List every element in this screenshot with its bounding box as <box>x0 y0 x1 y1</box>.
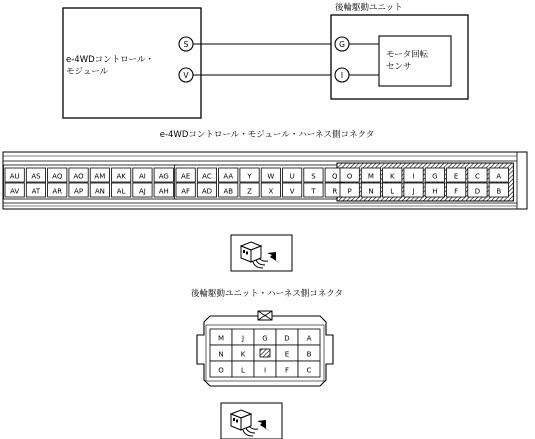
connector1-pin-label: AQ <box>52 172 63 181</box>
connector1-pin-label: X <box>268 187 274 196</box>
connector1-pin-label: U <box>289 172 295 181</box>
connector1-pin-label: AU <box>9 172 20 181</box>
connector1-pin-label: AL <box>116 187 126 196</box>
connector2-pin-label: E <box>284 350 290 359</box>
connector1-pin-label: AK <box>116 172 126 181</box>
connector1-pin-label: P <box>347 187 352 196</box>
connector1-pin-label: Q <box>331 172 338 181</box>
connector1-pin-label: A <box>496 172 502 181</box>
sensor-label-1: モータ回転 <box>386 50 429 60</box>
connector1-pin-label: AG <box>158 172 169 181</box>
connector1-pin-label: H <box>432 187 438 196</box>
connector2-pin-label: C <box>306 366 312 375</box>
connector1-pin-label: AT <box>31 187 41 196</box>
connector1-pin-label: M <box>367 172 374 181</box>
connector1-pin-label: D <box>474 187 481 196</box>
connector1-pin-label: AA <box>223 172 234 181</box>
terminal-v-label: V <box>183 71 189 80</box>
connector2-pin-label: F <box>284 366 290 375</box>
connector1-pin-label: Z <box>247 187 252 196</box>
connector1-pin-label: F <box>454 187 459 196</box>
connector1-pin-label: AS <box>31 172 41 181</box>
connector1-pin-label: AF <box>181 187 191 196</box>
connector1-pin-label: B <box>496 187 502 196</box>
terminal-i <box>335 68 349 82</box>
connector2-pin-label: I <box>263 366 267 375</box>
motor-speed-sensor-box <box>379 36 451 86</box>
connector2-pin-label: K <box>240 350 246 359</box>
cross-box-mark-icon <box>258 311 272 320</box>
connector1-pin-label: AP <box>74 187 84 196</box>
terminal-v <box>179 68 193 82</box>
connector1-pin-label: K <box>389 172 395 181</box>
connector1-pin-label: AV <box>10 187 20 196</box>
connector1-pin-label: N <box>368 187 374 196</box>
terminal-i-label: I <box>340 71 344 80</box>
connector2-pin-label: J <box>241 334 245 343</box>
connector1-pin-label: AH <box>158 187 169 196</box>
connector2-pin-label: A <box>306 334 312 343</box>
connector1-pin-label: AC <box>202 172 212 181</box>
connector1-pin-label: AD <box>201 187 213 196</box>
connector1-pin-label: AJ <box>139 187 146 196</box>
connector1-pin-label: R <box>332 187 338 196</box>
connector1-pin-label: AR <box>52 187 63 196</box>
harness-connector-arrow-icon <box>221 403 282 439</box>
connector2-pin-label: G <box>262 334 268 343</box>
terminal-g <box>335 37 349 51</box>
connector2-title: 後輪駆動ユニット・ハーネス側コネクタ <box>190 289 344 299</box>
connector1-pin-label: W <box>267 172 275 181</box>
connector1-pin-label: S <box>311 172 316 181</box>
connector1-pin-label: Y <box>247 172 252 181</box>
terminal-s <box>179 37 193 51</box>
connector1-pin-label: AB <box>223 187 234 196</box>
connector2-pin-label: O <box>218 366 224 375</box>
connector2-pin-label: N <box>218 350 224 359</box>
connector2-pin-label: L <box>241 366 245 375</box>
control-module-label-2: モジュール <box>66 67 109 77</box>
connector2-unused-pin <box>260 349 270 357</box>
connector1-pin-label: T <box>311 187 316 196</box>
connector1-pin-label: AM <box>94 172 106 181</box>
harness-connector-arrow-icon <box>231 235 292 271</box>
connector1-pin-label: I <box>412 172 415 181</box>
connector1-pin-label: E <box>453 172 459 181</box>
connector1-pin-label: G <box>432 172 438 181</box>
connector1-pin-label: AO <box>73 172 84 181</box>
connector1-title: e-4WDコントロール・モジュール・ハーネス側コネクタ <box>159 130 375 140</box>
connector1-pin-label: J <box>412 187 415 196</box>
connector2-pin-label: D <box>284 334 290 343</box>
connector1-pin-label: AE <box>181 172 191 181</box>
terminal-s-label: S <box>183 40 189 49</box>
connector2-pin-label: M <box>217 334 225 343</box>
connector1-pin-label: C <box>475 172 480 181</box>
control-module-label-1: e-4WDコントロール・ <box>66 55 154 65</box>
connector1-pin-label: AN <box>94 187 105 196</box>
connector1-pin-label: V <box>289 187 295 196</box>
connector1-pin-label: O <box>346 172 353 181</box>
connector1-pin-label: L <box>390 187 395 196</box>
terminal-g-label: G <box>339 40 345 49</box>
connector2-pin-label: B <box>306 350 312 359</box>
connector1-pin-label: AI <box>139 172 146 181</box>
rear-drive-unit-title: 後輪駆動ユニット <box>335 3 403 13</box>
sensor-label-2: センサ <box>386 62 412 72</box>
